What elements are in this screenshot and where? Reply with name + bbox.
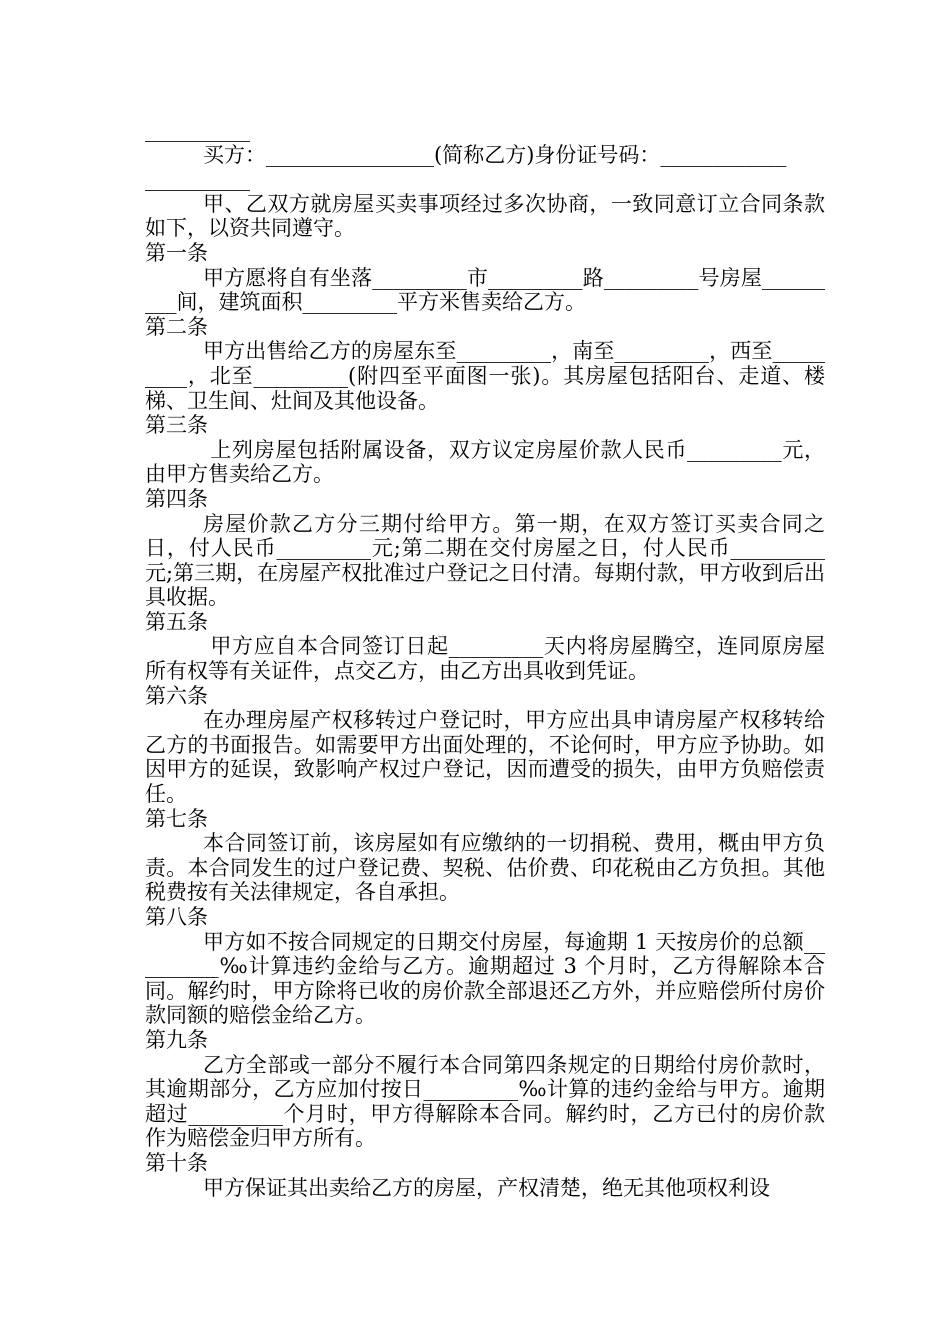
article-3-heading: 第三条 — [145, 413, 208, 438]
article-4-text: 房屋价款乙方分三期付给甲方。第一期，在双方签订买卖合同之日，付人民币_________元;第二期在交付房屋之日，付人民币_________元;第三期，在房屋产权批准过户登记之日付清。每期付款，甲方收到后出具收据。 — [145, 511, 825, 610]
article-8-heading: 第八条 — [145, 905, 208, 929]
article-4-heading: 第四条 — [145, 486, 208, 511]
article-2-heading: 第二条 — [145, 314, 208, 339]
contract-document — [145, 118, 825, 1200]
article-10-text: 甲方保证其出卖给乙方的房屋，产权清楚，绝无其他项权利设 — [203, 1175, 770, 1200]
intro-paragraph: 甲、乙双方就房屋买卖事项经过多次协商，一致同意订立合同条款如下，以资共同遵守。 — [145, 191, 825, 241]
article-5-text: 甲方应自本合同签订日起_________天内将房屋腾空，连同原房屋所有权等有关证件，点交乙方，由乙方出具收到凭证。 — [145, 634, 825, 684]
article-8-text: 甲方如不按合同规定的日期交付房屋，每逾期 1 天按房价的总额_________‰计算违约金给与乙方。逾期超过 3 个月时，乙方得解除本合同。解约时，甲方除将已收的房价款全部退还乙方外，并应赔偿所付房价款同额的赔偿金给乙方。 — [145, 929, 825, 1028]
article-10-heading: 第十条 — [145, 1150, 208, 1175]
article-6-text: 在办理房屋产权移转过户登记时，甲方应出具申请房屋产权移转给乙方的书面报告。如需要甲方出面处理的，不论何时，甲方应予协助。如因甲方的延误，致影响产权过户登记，因而遭受的损失，由甲方负赔偿责任。 — [145, 708, 825, 807]
article-5-heading: 第五条 — [145, 609, 208, 634]
top-blank-line: __________ — [145, 118, 250, 142]
article-7-text: 本合同签订前，该房屋如有应缴纳的一切捐税、费用，概由甲方负责。本合同发生的过户登记费、契税、估价费、印花税由乙方负担。其他税费按有关法律规定，各自承担。 — [145, 831, 825, 905]
article-3-text: 上列房屋包括附属设备，双方议定房屋价款人民币_________元，由甲方售卖给乙方。 — [145, 437, 825, 487]
buyer-line-tail: __________ — [145, 167, 250, 192]
article-9-text: 乙方全部或一部分不履行本合同第四条规定的日期给付房价款时，其逾期部分，乙方应加付按日_________‰计算的违约金给与甲方。逾期超过_________个月时，甲方得解除本合同。解约时，乙方已付的房价款作为赔偿金归甲方所有。 — [145, 1052, 825, 1151]
article-1-heading: 第一条 — [145, 240, 208, 265]
article-1-text: 甲方愿将自有坐落_________市_________路_________号房屋_________间，建筑面积_________平方米售卖给乙方。 — [145, 265, 825, 315]
buyer-line: 买方：________________(简称乙方)身份证号码：____________ — [203, 142, 787, 167]
article-6-heading: 第六条 — [145, 683, 208, 708]
article-2-text: 甲方出售给乙方的房屋东至_________，南至_________，西至_________，北至_________(附四至平面图一张)。其房屋包括阳台、走道、楼梯、卫生间、灶间及其他设备。 — [145, 339, 825, 413]
article-9-heading: 第九条 — [145, 1027, 208, 1052]
article-7-heading: 第七条 — [145, 806, 208, 831]
